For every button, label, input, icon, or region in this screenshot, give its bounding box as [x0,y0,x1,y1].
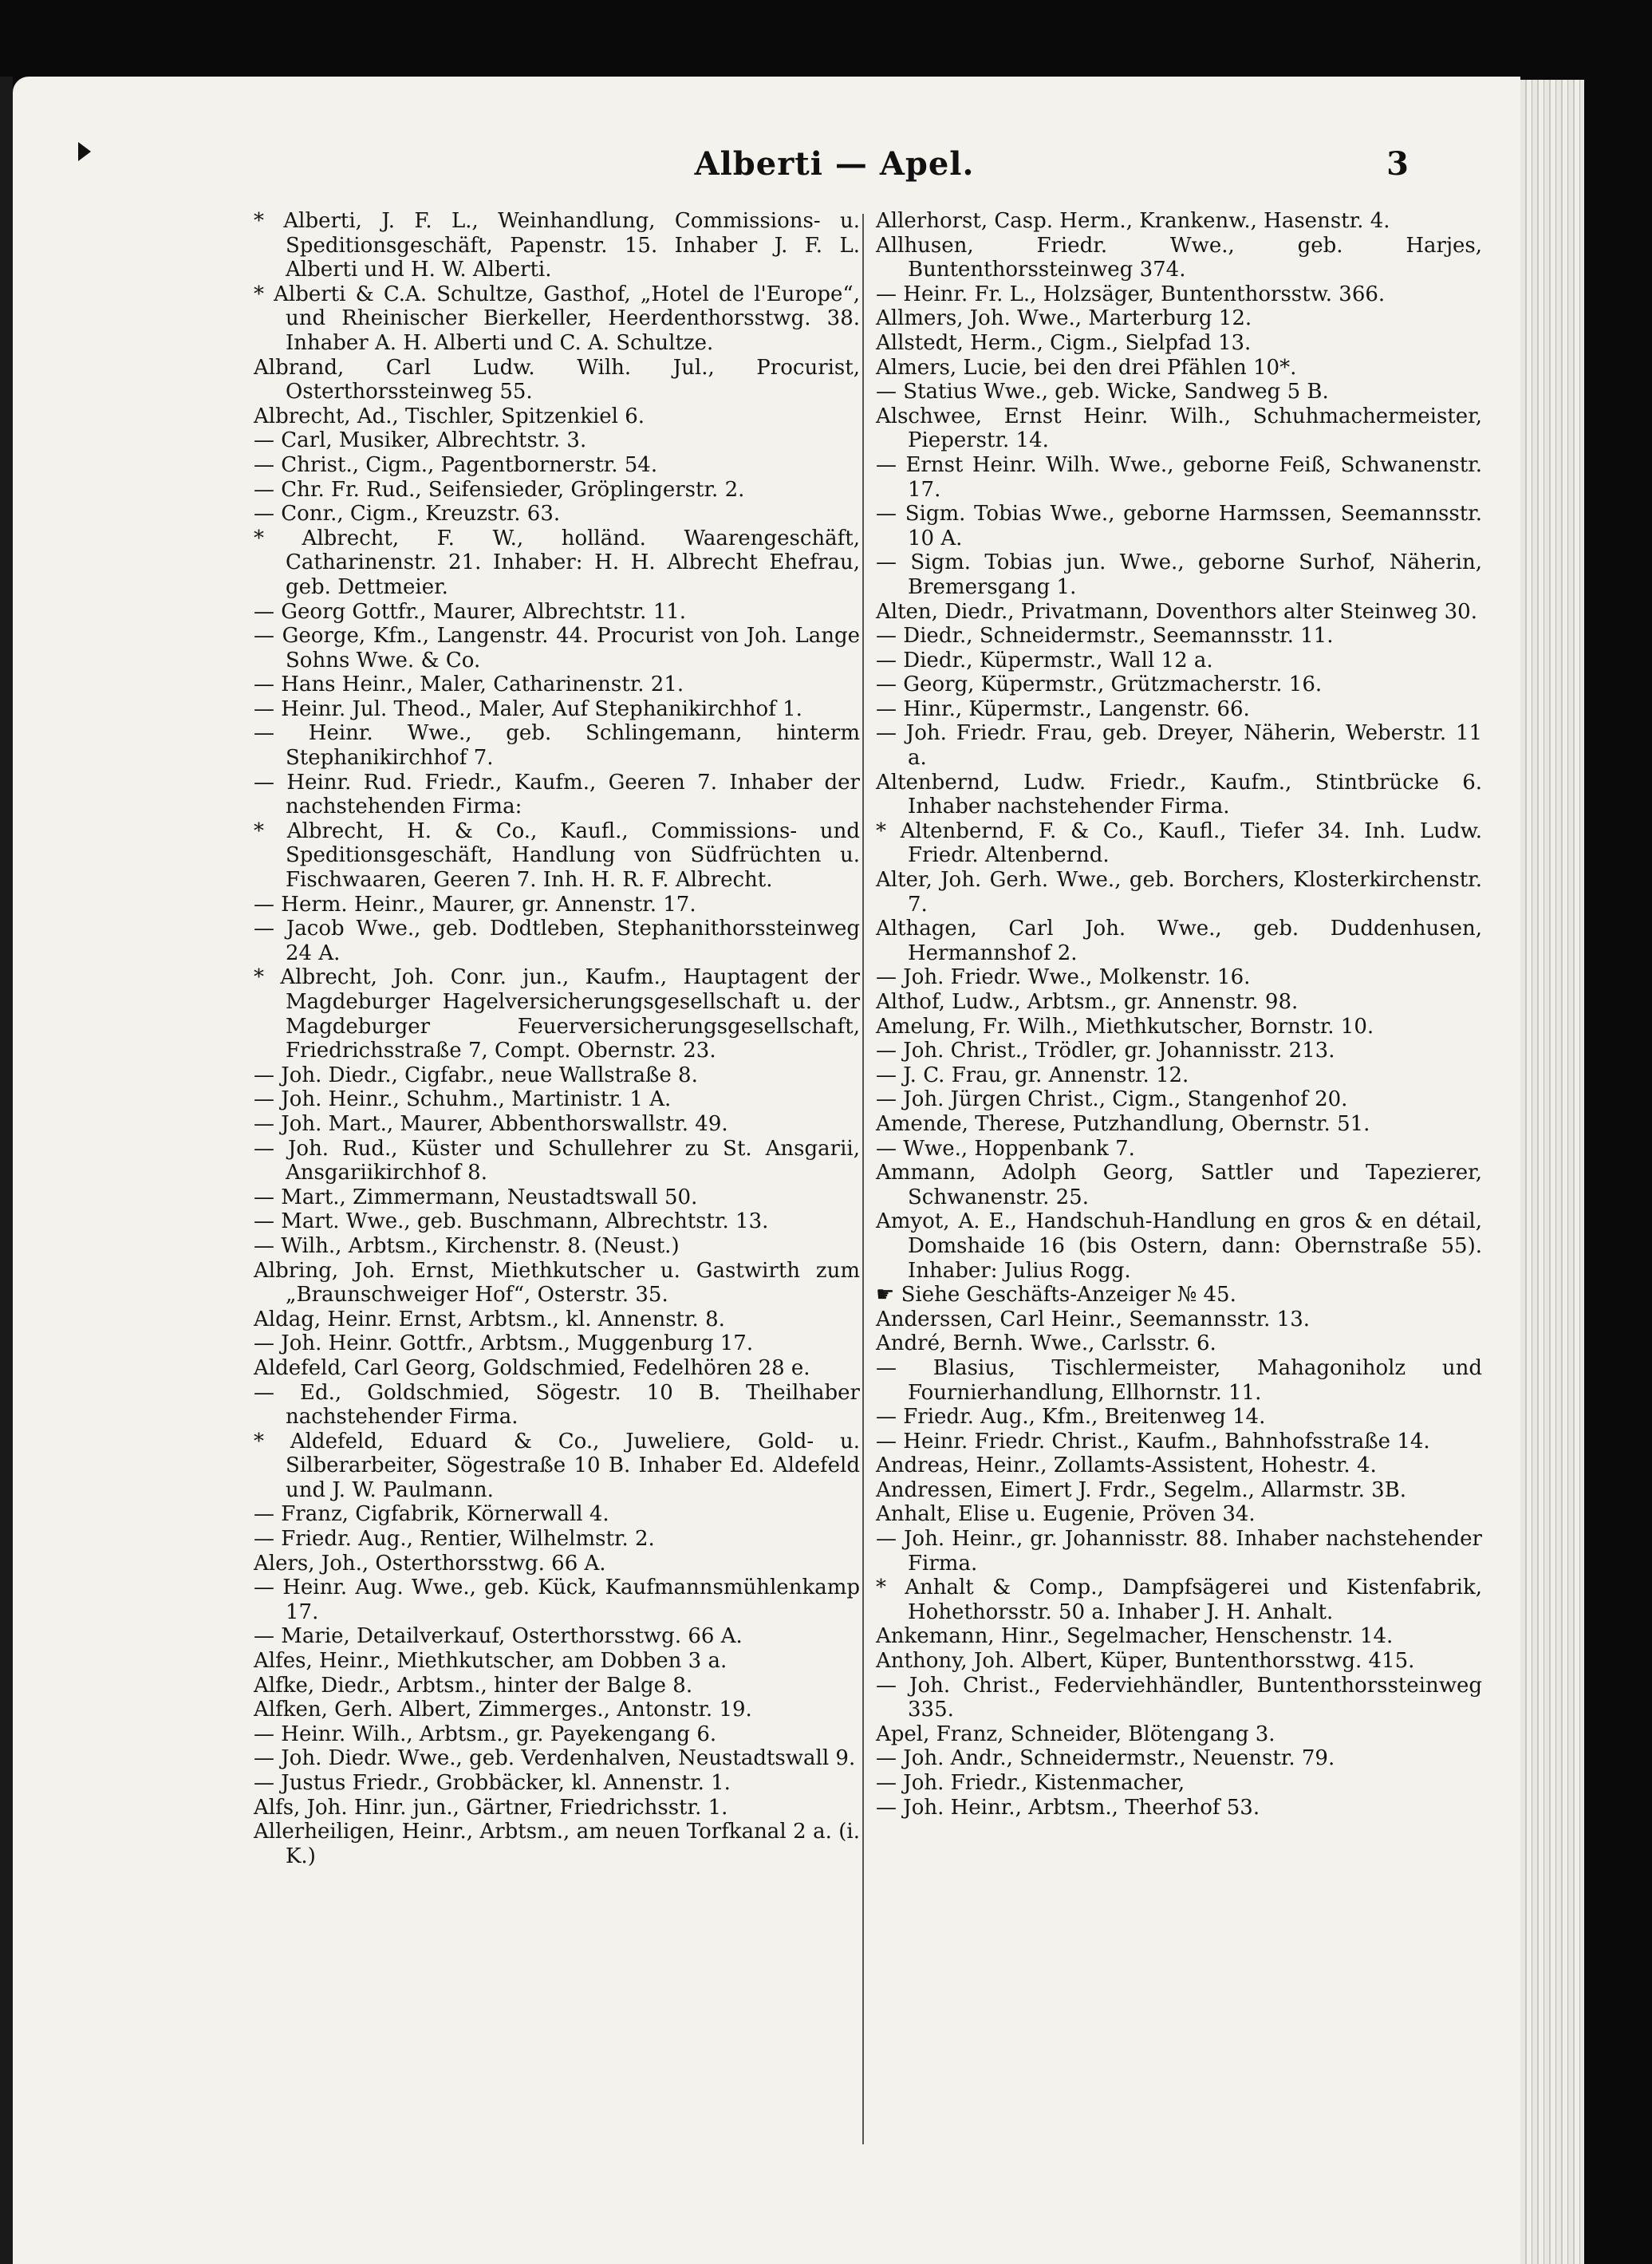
directory-entry: Albrand, Carl Ludw. Wilh. Jul., Procurist, Osterthorssteinweg 55. [254,355,860,404]
directory-entry: Albrecht, Ad., Tischler, Spitzenkiel 6. [254,404,645,428]
directory-entry: — Friedr. Aug., Rentier, Wilhelmstr. 2. [254,1527,655,1552]
directory-entry: Althagen, Carl Joh. Wwe., geb. Duddenhusen, Hermannshof 2. [876,917,1482,965]
directory-entry: Aldefeld, Carl Georg, Goldschmied, Fedelhören 28 e. [254,1355,810,1380]
directory-entry: Allerhorst, Casp. Herm., Krankenw., Hasenstr. 4. [876,209,1390,233]
directory-entry: — Christ., Cigm., Pagentbornerstr. 54. [254,452,658,477]
directory-entry: — Statius Wwe., geb. Wicke, Sandweg 5 B. [876,380,1329,404]
directory-entry: — Diedr., Schneidermstr., Seemannsstr. 11. [876,624,1334,649]
directory-entry: * Alberti, J. F. L., Weinhandlung, Commissions- u. Speditionsgeschäft, Papenstr. 15. Inhaber J. F. L. Alberti und H. W. Alberti. [254,209,860,282]
directory-entry: Apel, Franz, Schneider, Blötengang 3. [876,1722,1275,1746]
directory-entry: — Blasius, Tischlermeister, Mahagoniholz und Fournierhandlung, Ellhornstr. 11. [876,1355,1482,1405]
directory-entry: Anthony, Joh. Albert, Küper, Buntenthorsstwg. 415. [876,1649,1415,1674]
directory-entry: ☛ Siehe Geschäfts-Anzeiger № 45. [876,1283,1236,1308]
directory-entry: — Heinr. Aug. Wwe., geb. Kück, Kaufmannsmühlenkamp 17. [254,1576,860,1624]
directory-entry: — Sigm. Tobias jun. Wwe., geborne Surhof, Näherin, Bremersgang 1. [876,550,1482,599]
directory-entry: — Diedr., Küpermstr., Wall 12 a. [876,648,1213,672]
directory-entry: — Herm. Heinr., Maurer, gr. Annenstr. 17. [254,892,696,917]
directory-entry: Amelung, Fr. Wilh., Miethkutscher, Bornstr. 10. [876,1014,1374,1039]
directory-entry: Anderssen, Carl Heinr., Seemannsstr. 13. [876,1307,1311,1331]
directory-entry: * Altenbernd, F. & Co., Kaufl., Tiefer 34. Inh. Ludw. Friedr. Altenbernd. [876,818,1482,868]
directory-entry: — Mart., Zimmermann, Neustadtswall 50. [254,1185,698,1209]
directory-entry: Althof, Ludw., Arbtsm., gr. Annenstr. 98. [876,990,1299,1014]
directory-entry: — Mart. Wwe., geb. Buschmann, Albrechtstr. 13. [254,1209,769,1234]
directory-entry: — Conr., Cigm., Kreuzstr. 63. [254,502,561,527]
directory-entry: — Friedr. Aug., Kfm., Breitenweg 14. [876,1405,1266,1430]
directory-entry: — Joh. Heinr. Gottfr., Arbtsm., Muggenburg 17. [254,1331,754,1356]
directory-entry: * Albrecht, F. W., holländ. Waarengeschäft, Catharinenstr. 21. Inhaber: H. H. Albrecht Ehefrau, geb. Dettmeier. [254,526,860,599]
directory-entry: Alers, Joh., Osterthorsstwg. 66 A. [254,1551,606,1576]
directory-entry: Alfken, Gerh. Albert, Zimmerges., Antonstr. 19. [254,1698,752,1722]
directory-entry: * Albrecht, Joh. Conr. jun., Kaufm., Hauptagent der Magdeburger Hagelversicherungsgesellschaft u. der Magdeburger Feuerversicherungsgesellschaft, Friedrichsstraße 7, Compt. Obernstr. 23. [254,965,860,1063]
directory-entry: — Hinr., Küpermstr., Langenstr. 66. [876,696,1250,721]
directory-entry: — Ed., Goldschmied, Sögestr. 10 B. Theilhaber nachstehender Firma. [254,1380,860,1430]
directory-entry: André, Bernh. Wwe., Carlsstr. 6. [876,1331,1216,1356]
directory-entry: — Justus Friedr., Grobbäcker, kl. Annenstr. 1. [254,1771,731,1795]
right-column [876,209,1482,1820]
directory-entry: Andreas, Heinr., Zollamts-Assistent, Hohestr. 4. [876,1453,1377,1478]
directory-entry: Almers, Lucie, bei den drei Pfählen 10*. [876,355,1297,380]
directory-entry: — Chr. Fr. Rud., Seifensieder, Gröplingerstr. 2. [254,477,745,502]
directory-entry: Alter, Joh. Gerh. Wwe., geb. Borchers, Klosterkirchenstr. 7. [876,868,1482,917]
directory-entry: — Joh. Christ., Trödler, gr. Johannisstr. 213. [876,1039,1335,1063]
directory-entry: — Sigm. Tobias Wwe., geborne Harmssen, Seemannsstr. 10 A. [876,502,1482,550]
directory-entry: — Joh. Heinr., Arbtsm., Theerhof 53. [876,1795,1260,1820]
directory-entry: — Heinr. Jul. Theod., Maler, Auf Stephanikirchhof 1. [254,696,802,721]
directory-entry: — Joh. Diedr. Wwe., geb. Verdenhalven, Neustadtswall 9. [254,1746,856,1771]
directory-entry: Ammann, Adolph Georg, Sattler und Tapezierer, Schwanenstr. 25. [876,1161,1482,1209]
directory-entry: — Georg, Küpermstr., Grützmacherstr. 16. [876,672,1323,697]
directory-entry: — Wilh., Arbtsm., Kirchenstr. 8. (Neust.) [254,1233,680,1258]
directory-entry: Allerheiligen, Heinr., Arbtsm., am neuen Torfkanal 2 a. (i. K.) [254,1820,860,1868]
directory-entry: — Joh. Jürgen Christ., Cigm., Stangenhof 20. [876,1087,1348,1112]
directory-entry: — Joh. Friedr. Wwe., Molkenstr. 16. [876,965,1251,990]
directory-entry: — Joh. Christ., Federviehhändler, Buntenthorssteinweg 335. [876,1673,1482,1722]
directory-entry: — George, Kfm., Langenstr. 44. Procurist von Joh. Lange Sohns Wwe. & Co. [254,624,860,672]
directory-entry: — Joh. Heinr., Schuhm., Martinistr. 1 A. [254,1087,672,1112]
directory-entry: — Joh. Andr., Schneidermstr., Neuenstr. 79. [876,1746,1335,1771]
directory-entry: Albring, Joh. Ernst, Miethkutscher u. Gastwirth zum „Braunschweiger Hof“, Osterstr. 35. [254,1258,860,1308]
directory-entry: — Heinr. Friedr. Christ., Kaufm., Bahnhofsstraße 14. [876,1429,1430,1453]
directory-entry: Alten, Diedr., Privatmann, Doventhors alter Steinweg 30. [876,599,1477,624]
directory-entry: — Heinr. Fr. L., Holzsäger, Buntenthorsstw. 366. [876,282,1386,306]
book-spine [0,77,13,2264]
directory-entry: Alschwee, Ernst Heinr. Wilh., Schuhmachermeister, Pieperstr. 14. [876,404,1482,453]
directory-entry: — Joh. Rud., Küster und Schullehrer zu St. Ansgarii, Ansgariikirchhof 8. [254,1136,860,1185]
directory-entry: Alfs, Joh. Hinr. jun., Gärtner, Friedrichsstr. 1. [254,1795,728,1820]
directory-entry: — Joh. Heinr., gr. Johannisstr. 88. Inhaber nachstehender Firma. [876,1527,1482,1576]
directory-entry: Allmers, Joh. Wwe., Marterburg 12. [876,306,1252,331]
directory-entry: — Georg Gottfr., Maurer, Albrechtstr. 11. [254,599,687,624]
directory-entry: — Joh. Friedr., Kistenmacher, [876,1771,1185,1795]
directory-entry: Andressen, Eimert J. Frdr., Segelm., Allarmstr. 3B. [876,1477,1407,1502]
directory-entry: — Franz, Cigfabrik, Körnerwall 4. [254,1502,609,1527]
directory-entry: — Marie, Detailverkauf, Osterthorsstwg. 66 A. [254,1624,743,1649]
directory-entry: — Joh. Diedr., Cigfabr., neue Wallstraße 8. [254,1063,698,1087]
page-title: Alberti — Apel. [694,145,975,183]
directory-entry: — Joh. Friedr. Frau, geb. Dreyer, Näherin, Weberstr. 11 a. [876,721,1482,771]
directory-entry: Aldag, Heinr. Ernst, Arbtsm., kl. Annenstr. 8. [254,1307,725,1331]
directory-entry: — Joh. Mart., Maurer, Abbenthorswallstr. 49. [254,1111,728,1136]
directory-entry: — Ernst Heinr. Wilh. Wwe., geborne Feiß, Schwanenstr. 17. [876,452,1482,502]
directory-entry: * Aldefeld, Eduard & Co., Juweliere, Gold- u. Silberarbeiter, Sögestraße 10 B. Inhaber Ed. Aldefeld und J. W. Paulmann. [254,1429,860,1502]
directory-entry: — Heinr. Rud. Friedr., Kaufm., Geeren 7. Inhaber der nachstehenden Firma: [254,770,860,819]
directory-entry: Allhusen, Friedr. Wwe., geb. Harjes, Buntenthorssteinweg 374. [876,233,1482,282]
directory-entry: * Albrecht, H. & Co., Kaufl., Commissions- und Speditionsgeschäft, Handlung von Südfrüchten u. Fischwaaren, Geeren 7. Inh. H. R. F. Albrecht. [254,818,860,893]
directory-entry: — Jacob Wwe., geb. Dodtleben, Stephanithorssteinweg 24 A. [254,917,860,965]
directory-entry: — Wwe., Hoppenbank 7. [876,1136,1135,1161]
directory-entry: * Anhalt & Comp., Dampfsägerei und Kistenfabrik, Hohethorsstr. 50 a. Inhaber J. H. Anhalt. [876,1576,1482,1624]
directory-entry: Anhalt, Elise u. Eugenie, Pröven 34. [876,1502,1256,1527]
page-header [260,145,1409,201]
directory-entry: * Alberti & C.A. Schultze, Gasthof, „Hotel de l'Europe“, und Rheinischer Bierkeller, Heerdenthorsstwg. 38. Inhaber A. H. Alberti und C. A. Schultze. [254,282,860,355]
directory-entry: Amende, Therese, Putzhandlung, Obernstr. 51. [876,1111,1370,1136]
directory-entry: Allstedt, Herm., Cigm., Sielpfad 13. [876,330,1252,355]
margin-arrow-mark [78,142,91,161]
directory-entry: Amyot, A. E., Handschuh-Handlung en gros & en détail, Domshaide 16 (bis Ostern, dann: Obernstraße 55). Inhaber: Julius Rogg. [876,1209,1482,1283]
directory-entry: — J. C. Frau, gr. Annenstr. 12. [876,1063,1189,1087]
directory-entry: Ankemann, Hinr., Segelmacher, Henschenstr. 14. [876,1624,1394,1649]
left-column [254,209,860,1868]
column-divider [862,214,864,2144]
page-edges [1520,80,1584,2264]
directory-entry: — Heinr. Wilh., Arbtsm., gr. Payekengang 6. [254,1722,717,1746]
directory-entry: Altenbernd, Ludw. Friedr., Kaufm., Stintbrücke 6. Inhaber nachstehender Firma. [876,770,1482,819]
directory-entry: — Heinr. Wwe., geb. Schlingemann, hinterm Stephanikirchhof 7. [254,721,860,771]
directory-entry: — Carl, Musiker, Albrechtstr. 3. [254,428,587,453]
page-number: 3 [1386,145,1409,183]
directory-entry: — Hans Heinr., Maler, Catharinenstr. 21. [254,672,684,697]
directory-entry: Alfes, Heinr., Miethkutscher, am Dobben 3 a. [254,1649,727,1674]
directory-entry: Alfke, Diedr., Arbtsm., hinter der Balge 8. [254,1673,693,1698]
